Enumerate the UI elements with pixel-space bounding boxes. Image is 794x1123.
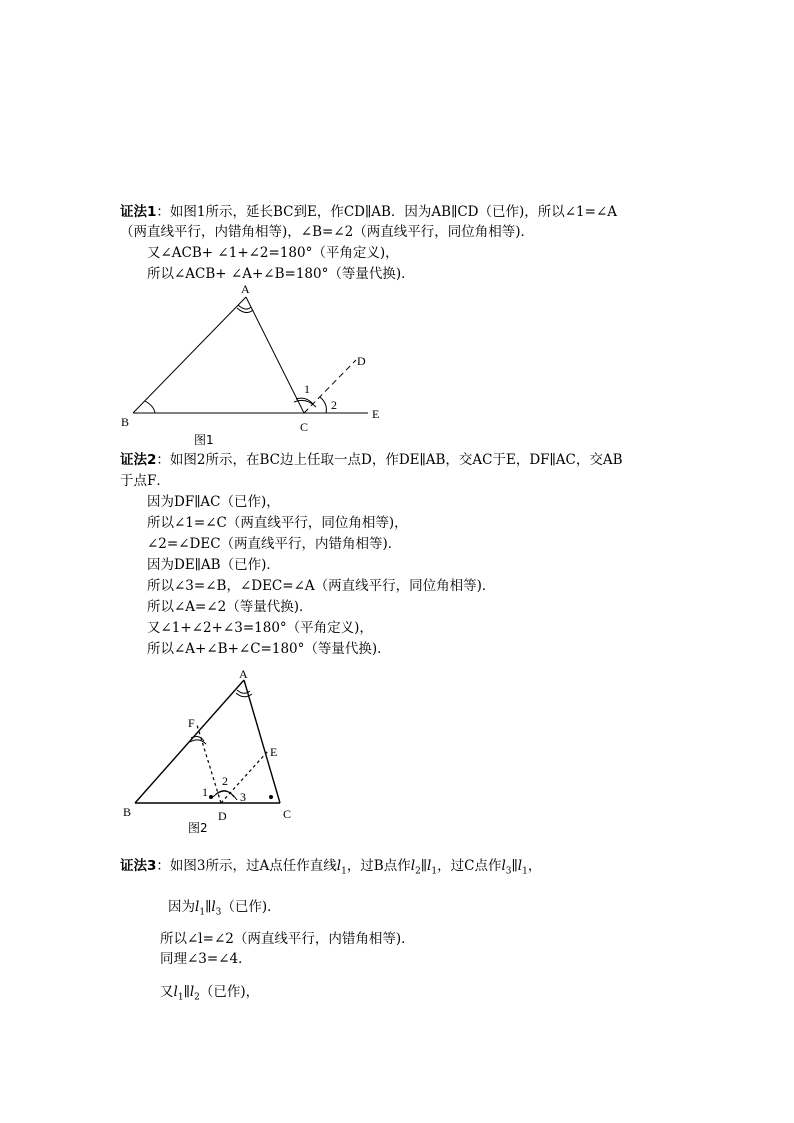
figure-1 xyxy=(110,280,400,450)
proof2-line1 xyxy=(120,451,623,469)
proof2-line4: 所以∠1=∠C（两直线平行，同位角相等)， xyxy=(147,515,408,531)
subscript-1: 1 xyxy=(522,866,528,877)
proof3-text2c: （已作)． xyxy=(221,899,281,915)
proof2-line8: 所以∠A=∠2（等量代换)． xyxy=(147,599,313,615)
subscript-3: 3 xyxy=(505,866,512,877)
fig1-arc-a xyxy=(238,305,251,309)
proof3-text1f: ， xyxy=(527,858,542,874)
fig2-caption: 图2 xyxy=(188,821,208,834)
symbol-l: l xyxy=(173,984,178,1000)
parallel-symbol: ∥ xyxy=(511,858,518,874)
proof2-text1: ：如图2所示，在BC边上任取一点D，作DE∥AB，交AC于E，DF∥AC，交AB xyxy=(156,452,623,468)
proof1-line3: 又∠ACB+ ∠1+∠2=180°（平角定义)， xyxy=(147,245,399,261)
proof1-heading: 证法1 xyxy=(120,204,157,220)
fig1-label-a: A xyxy=(241,282,250,296)
proof2-line9: 又∠1+∠2+∠3=180°（平角定义)， xyxy=(147,620,373,636)
fig1-arc-1b xyxy=(294,400,316,407)
subscript-1: 1 xyxy=(341,866,347,877)
proof2-line7: 所以∠3=∠B，∠DEC=∠A（两直线平行，同位角相等)． xyxy=(147,578,496,594)
proof1-line4: 所以∠ACB+ ∠A+∠B=180°（等量代换)． xyxy=(147,266,415,282)
symbol-l: l xyxy=(427,858,432,874)
parallel-symbol: ∥ xyxy=(183,984,190,1000)
figure-2 xyxy=(115,664,315,834)
fig1-label-e: E xyxy=(372,407,380,421)
symbol-l: l xyxy=(410,858,416,874)
subscript-1: 1 xyxy=(177,992,184,1003)
fig2-label-e: E xyxy=(270,745,278,759)
fig2-label-2: 2 xyxy=(222,774,228,788)
proof3-heading: 证法3 xyxy=(120,858,157,874)
symbol-l: l xyxy=(336,858,342,874)
proof2-heading: 证法2 xyxy=(120,452,157,468)
symbol-l: l xyxy=(189,984,195,1000)
fig2-side-ac xyxy=(244,680,280,803)
fig1-label-1: 1 xyxy=(304,382,310,396)
fig2-label-c: C xyxy=(283,807,292,821)
fig1-label-d: D xyxy=(357,354,366,368)
parallel-symbol: ∥ xyxy=(420,858,428,874)
proof2-line2: 于点F． xyxy=(120,473,170,489)
fig2-dot-c xyxy=(269,795,273,799)
fig1-caption: 图1 xyxy=(194,433,214,447)
proof2-line5: ∠2=∠DEC（两直线平行，内错角相等)． xyxy=(147,536,402,552)
proof3-line5 xyxy=(160,983,259,1007)
proof3-text1d: ，过C点作 xyxy=(437,858,502,874)
fig1-side-ac xyxy=(246,297,304,413)
proof3-text1b: ，过B点作 xyxy=(346,858,411,874)
proof3-line1 xyxy=(120,857,541,881)
symbol-l: l xyxy=(211,899,216,915)
proof1-text1: ：如图1所示，延长BC到E，作CD∥AB．因为AB∥CD（已作)，所以∠1=∠A xyxy=(156,204,618,220)
fig1-arc-b xyxy=(145,401,155,413)
proof1-line1 xyxy=(120,203,617,221)
fig1-arc-2 xyxy=(320,397,326,413)
subscript-1: 1 xyxy=(431,866,438,877)
subscript-2: 2 xyxy=(194,992,200,1003)
fig1-label-c: C xyxy=(300,420,309,434)
symbol-l: l xyxy=(501,858,506,874)
proof2-line10: 所以∠A+∠B+∠C=180°（等量代换)． xyxy=(147,641,391,657)
parallel-symbol: ∥ xyxy=(205,899,212,915)
fig1-ray-cd xyxy=(304,360,356,413)
symbol-l: l xyxy=(195,899,200,915)
fig1-label-2: 2 xyxy=(331,398,337,412)
fig1-label-b: B xyxy=(121,415,130,429)
fig1-side-ab xyxy=(133,297,246,413)
proof3-text5c: （已作)， xyxy=(199,984,260,1000)
fig2-label-b: B xyxy=(123,805,132,819)
proof3-line4: 同理∠3=∠4． xyxy=(160,951,252,967)
subscript-3: 3 xyxy=(215,907,222,918)
proof2-line3: 因为DF∥AC（已作)， xyxy=(147,494,280,510)
fig2-dot-b xyxy=(209,795,213,799)
proof3-text1a: ：如图3所示，过A点任作直线 xyxy=(156,858,337,874)
subscript-2: 2 xyxy=(415,866,421,877)
proof3-text2a: 因为 xyxy=(168,899,195,915)
fig2-label-f: F xyxy=(188,716,195,730)
proof2-line6: 因为DE∥AB（已作)． xyxy=(147,557,280,573)
fig2-label-a: A xyxy=(239,667,248,681)
fig2-arc-d2 xyxy=(213,791,237,800)
proof3-line2 xyxy=(168,898,281,922)
fig2-label-d: D xyxy=(218,809,227,823)
subscript-1: 1 xyxy=(199,907,206,918)
fig2-label-1: 1 xyxy=(202,785,208,799)
symbol-l: l xyxy=(517,858,523,874)
fig2-seg-df xyxy=(197,725,221,803)
proof3-text5a: 又 xyxy=(160,984,174,1000)
proof3-line3: 所以∠l=∠2（两直线平行，内错角相等)． xyxy=(160,931,415,947)
fig2-label-3: 3 xyxy=(240,790,246,804)
proof1-line2: （两直线平行，内错角相等)，∠B=∠2（两直线平行，同位角相等)． xyxy=(120,224,534,240)
